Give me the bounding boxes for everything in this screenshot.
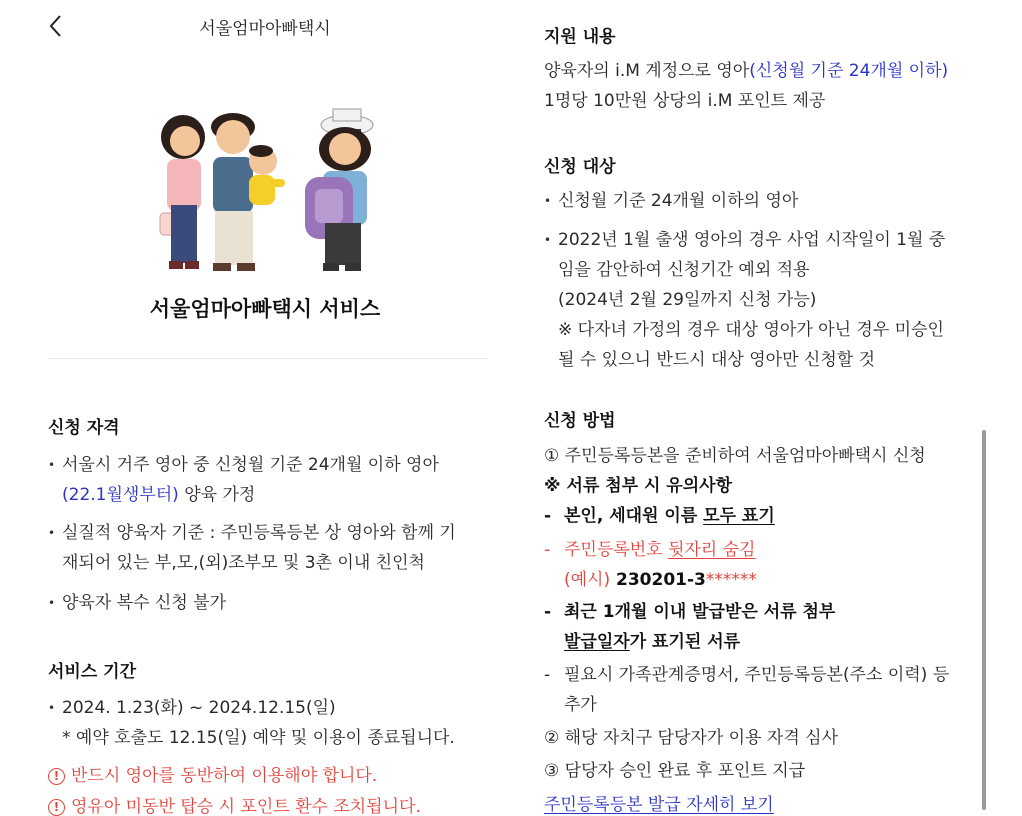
target-item-2-line3: (2024년 2월 29일까지 신청 가능) — [558, 290, 817, 310]
period-note: * 예약 호출도 12.15(일) 예약 및 이용이 종료됩니다. — [62, 728, 455, 748]
target-item-2-line2: 임을 감안하여 신청기간 예외 적용 — [558, 260, 810, 280]
warning-icon: ! — [48, 768, 65, 785]
eligibility-item — [48, 450, 508, 510]
period-heading: 서비스 기간 — [48, 662, 137, 682]
family-and-driver-illustration — [155, 105, 385, 275]
period-range: • 2024. 1.23(화) ~ 2024.12.15(일) — [62, 698, 336, 718]
target-item-1: • 신청월 기준 24개월 이하의 영아 — [558, 191, 799, 211]
notice-heading: ※ 서류 첨부 시 유의사항 — [544, 476, 732, 496]
eligibility-item — [48, 588, 508, 618]
method-step-2: ② 해당 자치구 담당자가 이용 자격 심사 — [544, 728, 838, 748]
birth-month-note: (22.1월생부터) — [62, 485, 179, 505]
target-item-2-line4: ※ 다자녀 가정의 경우 대상 영아가 아닌 경우 미승인 — [558, 320, 944, 340]
target-item — [544, 186, 984, 216]
eligibility-item-2-line1: • 실질적 양육자 기준 : 주민등록등본 상 영아와 함께 기 — [62, 523, 456, 543]
eligibility-item-1-line1: • 서울시 거주 영아 중 신청월 기준 24개월 이하 영아 — [62, 455, 439, 475]
warning-icon: ! — [48, 799, 65, 816]
support-heading: 지원 내용 — [544, 27, 616, 47]
eligibility-item — [48, 518, 518, 578]
target-heading: 신청 대상 — [544, 157, 616, 177]
period-range-item — [48, 693, 518, 753]
age-limit-note: (신청월 기준 24개월 이하) — [749, 61, 949, 81]
target-item-2-line5: 될 수 있으니 반드시 대상 영아만 신청할 것 — [558, 350, 876, 370]
method-step-1: ① 주민등록등본을 준비하여 서울엄마아빠택시 신청 — [544, 446, 926, 466]
page-title: 서울엄마아빠택시 — [199, 19, 331, 39]
service-title: 서울엄마아빠택시 서비스 — [149, 297, 381, 321]
target-item-2-line1: • 2022년 1월 출생 영아의 경우 사업 시작일이 1월 중 — [558, 230, 946, 250]
rule-recent-doc-line2: 발급일자가 표기된 서류 — [564, 632, 741, 652]
method-heading: 신청 방법 — [544, 411, 616, 431]
rule-names: - 본인, 세대원 이름 모두 표기 — [544, 506, 775, 526]
warning-refund: ! 영유아 미동반 탑승 시 포인트 환수 조치됩니다. — [48, 792, 421, 816]
rule-id-number: - 주민등록번호 뒷자리 숨김 — [544, 540, 756, 560]
rule-id-example: (예시) 230201-3****** — [564, 570, 757, 590]
support-line-2: 1명당 10만원 상당의 i.M 포인트 제공 — [544, 91, 826, 111]
rule-additional-docs-line2: 추가 — [564, 695, 597, 715]
support-line-1: 양육자의 i.M 계정으로 영아(신청월 기준 24개월 이하) — [544, 61, 949, 81]
method-step-3: ③ 담당자 승인 완료 후 포인트 지급 — [544, 761, 806, 781]
eligibility-heading: 신청 자격 — [48, 418, 120, 438]
resident-registration-link[interactable]: 주민등록등본 발급 자세히 보기 — [544, 795, 774, 815]
warning-accompany: ! 반드시 영아를 동반하여 이용해야 합니다. — [48, 761, 377, 786]
eligibility-item-1-line2: (22.1월생부터) 양육 가정 — [62, 485, 256, 505]
eligibility-item-2-line2: 재되어 있는 부,모,(외)조부모 및 3촌 이내 친인척 — [62, 553, 425, 573]
right-panel — [530, 0, 1022, 816]
divider — [48, 358, 488, 359]
rule-additional-docs: - 필요시 가족관계증명서, 주민등록등본(주소 이력) 등 — [544, 665, 950, 685]
rule-recent-doc: - 최근 1개월 이내 발급받은 서류 첨부 — [544, 602, 836, 622]
eligibility-item-3: • 양육자 복수 신청 불가 — [62, 593, 227, 613]
target-item — [544, 225, 994, 375]
scrollbar[interactable] — [982, 430, 986, 810]
